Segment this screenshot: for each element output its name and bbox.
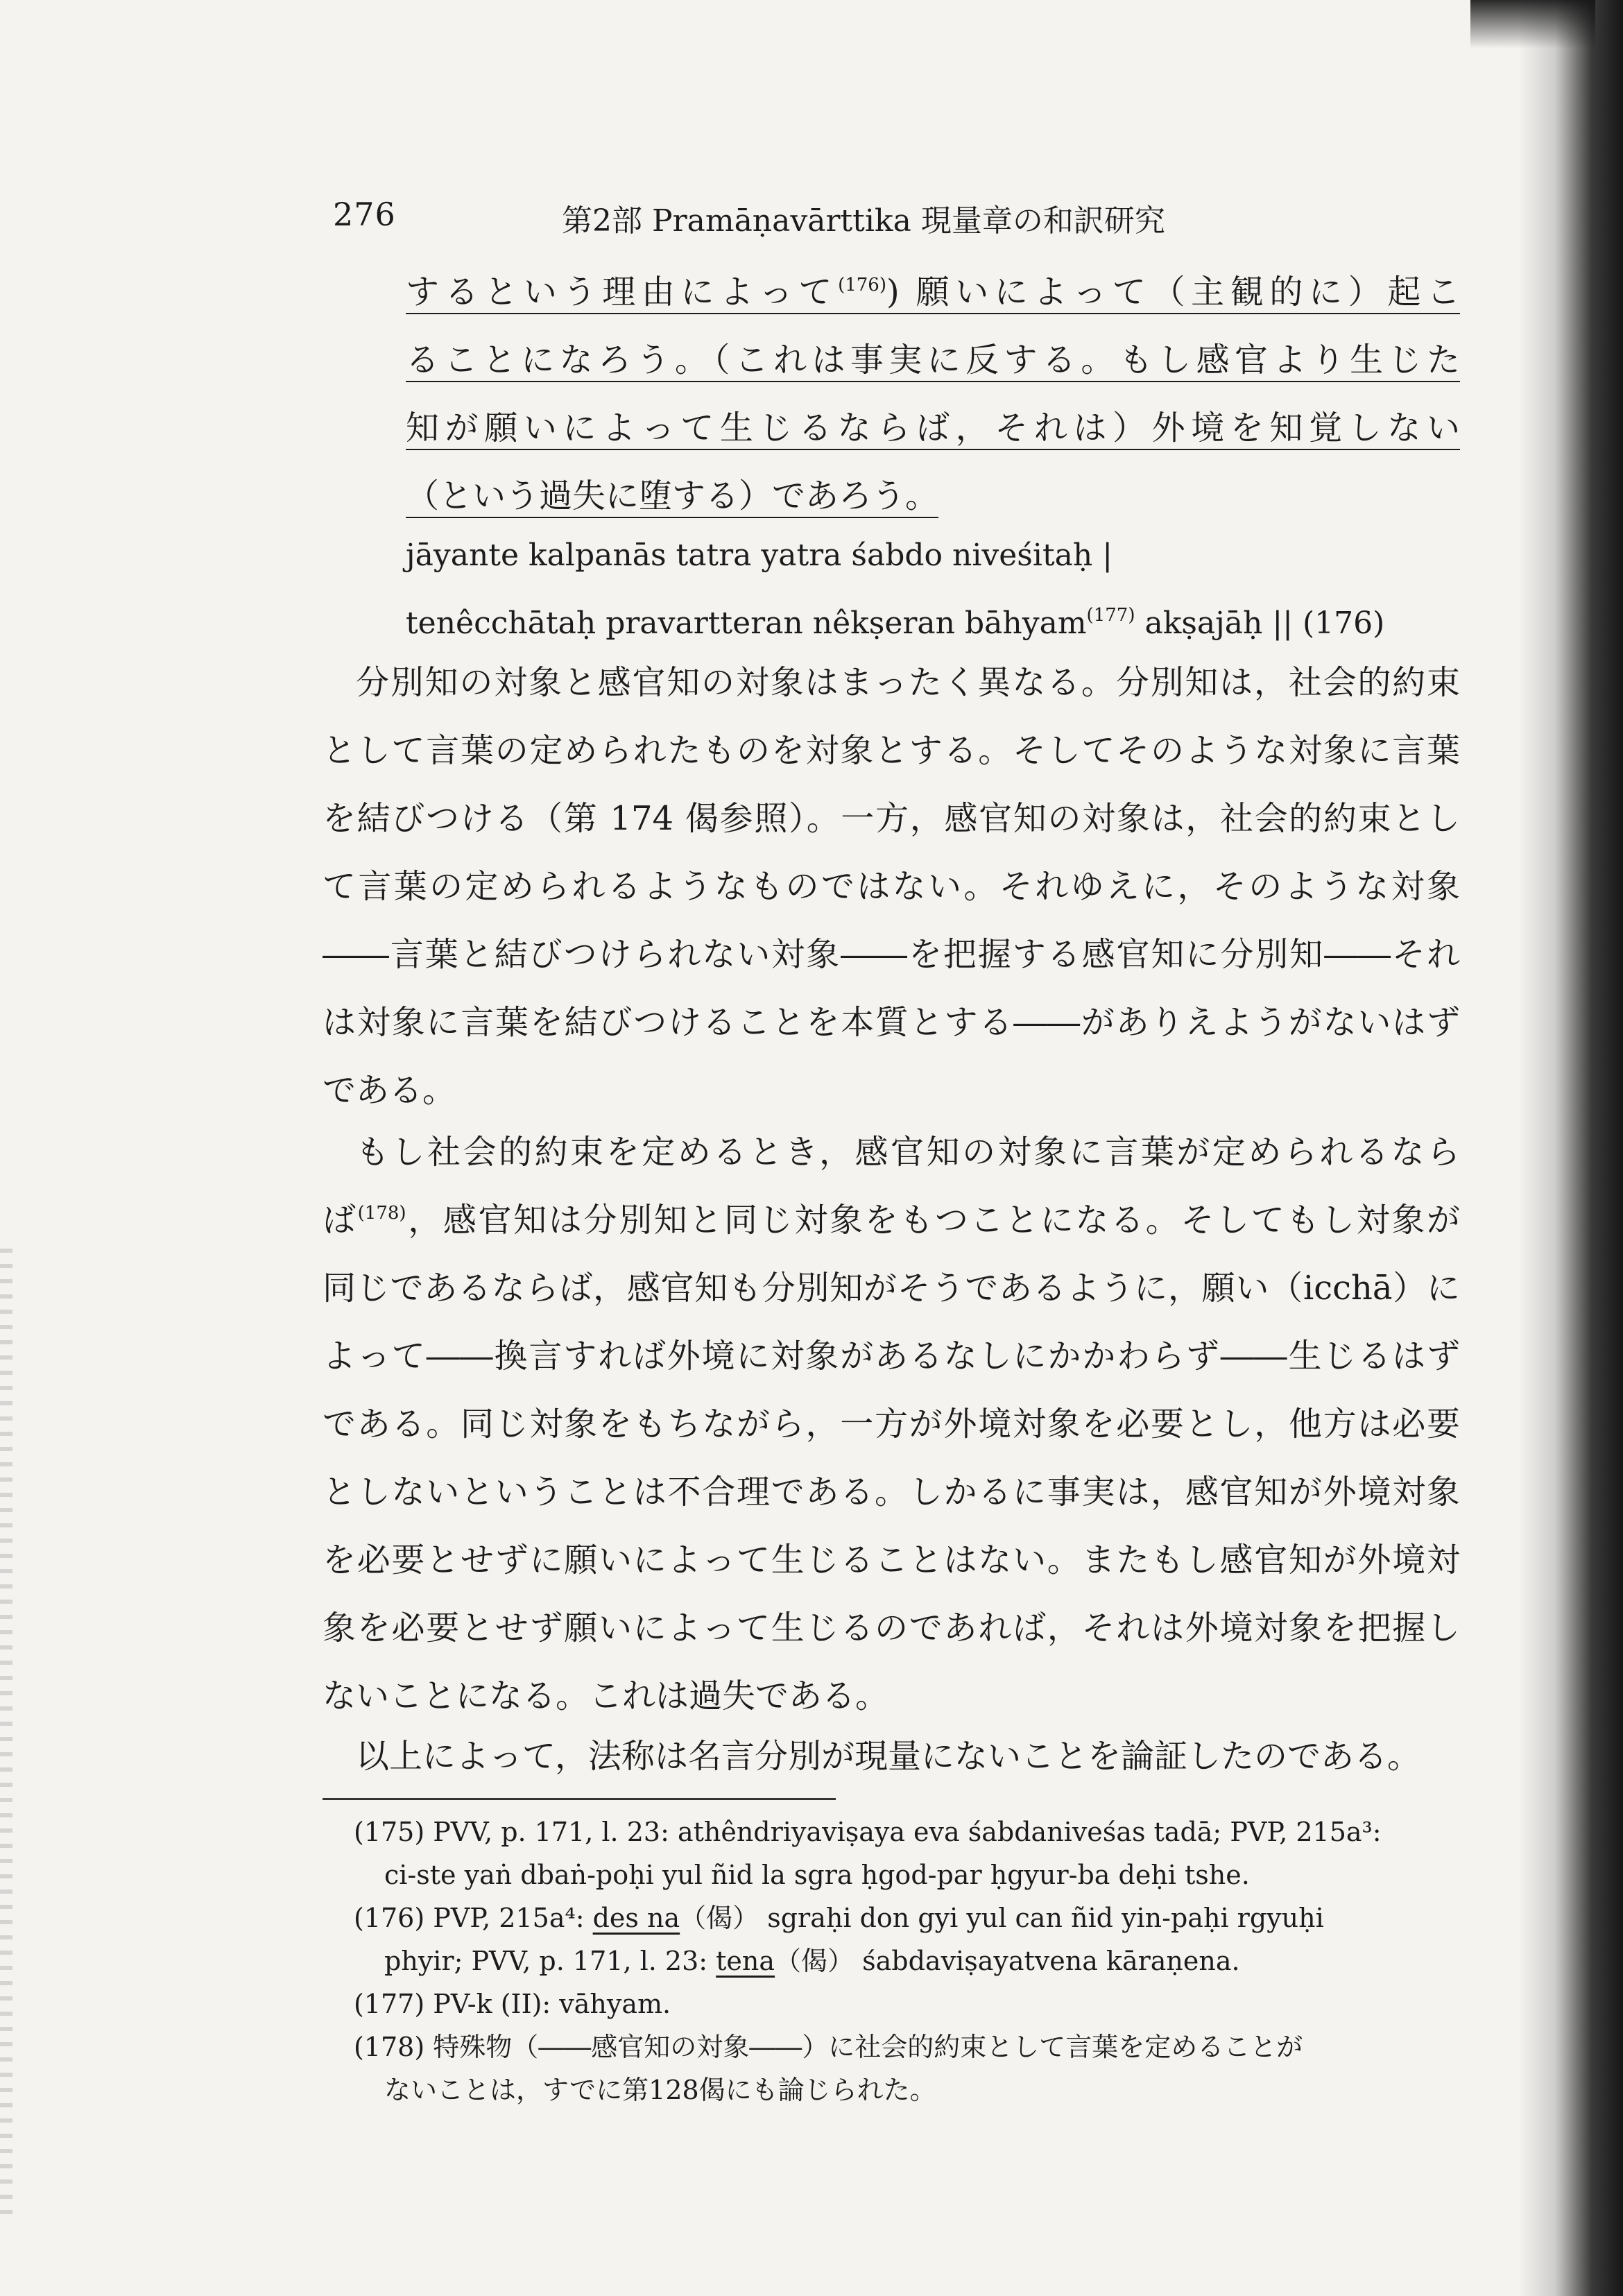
paragraph-line: として言葉の定められたものを対象とする。そしてそのような対象に言葉 [323, 731, 1460, 770]
paragraph-line: は対象に言葉を結びつけることを本質とする――がありえようがないはず [323, 1003, 1460, 1042]
paragraph-line: である。 [323, 1071, 456, 1110]
footnote-ref: (177) [1086, 605, 1135, 626]
footnote-178-cont: ないことは，すでに第128偈にも論じられた。 [384, 2075, 936, 2105]
translation-line: （という過失に堕する）であろう。 [406, 477, 939, 515]
page-header [333, 196, 1457, 244]
footnote-ref: (176) [838, 275, 886, 295]
footnote-175-cont: ci-ste yaṅ dbaṅ-poḥi yul ñid la sgra ḥgod-par ḥgyur-ba deḥi tshe. [384, 1860, 1250, 1890]
footnote-178: (178) 特殊物（――感官知の対象――）に社会的約束として言葉を定めることが [354, 2032, 1303, 2062]
commentary-paragraph-1 [323, 649, 1460, 1124]
scan-margin-noise [0, 1249, 12, 2220]
translation-line: 知が願いによって生じるならば，それは）外境を知覚しない [406, 409, 1460, 447]
footnote-ref: (178) [357, 1203, 406, 1224]
scan-edge-shadow [1519, 0, 1623, 2296]
paragraph-line: もし社会的約束を定めるとき，感官知の対象に言葉が定められるなら [356, 1133, 1460, 1172]
paragraph-line: である。同じ対象をもちながら，一方が外境対象を必要とし，他方は必要 [323, 1405, 1460, 1443]
translation-line: ることになろう。（これは事実に反する。もし感官より生じた [406, 341, 1460, 379]
translation-line: するという理由によって$^{(176)}$) 願いによって（主観的に）起こ [406, 273, 1460, 311]
translation-block [406, 258, 1460, 530]
running-head: 第2部 Pramāṇavārttika 現量章の和訳研究 [562, 203, 1165, 239]
paragraph-line: て言葉の定められるようなものではない。それゆえに，そのような対象 [323, 867, 1460, 906]
paragraph-line: 象を必要とせず願いによって生じるのであれば，それは外境対象を把握し [323, 1609, 1460, 1647]
commentary-paragraph-3 [323, 1722, 1460, 1790]
page-number: 276 [333, 196, 396, 233]
scan-edge-shadow-top [1470, 0, 1595, 49]
paragraph-line: としないということは不合理である。しかるに事実は，感官知が外境対象 [323, 1473, 1460, 1511]
paragraph-line: 以上によって，法称は名言分別が現量にないことを論証したのである。 [356, 1737, 1421, 1776]
paragraph-line: 分別知の対象と感官知の対象はまったく異なる。分別知は，社会的約束 [356, 663, 1460, 702]
footnotes [354, 1810, 1463, 2111]
footnote-rule [323, 1798, 836, 1800]
verse-line-1: jāyante kalpanās tatra yatra śabdo niveśitaḥ | [406, 538, 1113, 573]
paragraph-line: ――言葉と結びつけられない対象――を把握する感官知に分別知――それ [323, 935, 1460, 974]
footnote-175: (175) PVV, p. 171, l. 23: athêndriyaviṣaya eva śabdaniveśas tadā; PVP, 215a³: [354, 1817, 1382, 1847]
sanskrit-verse [406, 522, 1460, 658]
verse-line-2: tenêcchātaḥ pravartteran nêkṣeran bāhyam$^{(177)}$ akṣajāḥ || (176) [406, 605, 1385, 641]
paragraph-line: を必要とせずに願いによって生じることはない。またもし感官知が外境対 [323, 1541, 1460, 1579]
paragraph-line: 同じであるならば，感官知も分別知がそうであるように，願い（icchā）に [323, 1269, 1460, 1308]
commentary-paragraph-2 [323, 1118, 1460, 1730]
footnote-177: (177) PV-k (II): vāhyam. [354, 1989, 671, 2019]
paragraph-line: ないことになる。これは過失である。 [323, 1677, 889, 1715]
paragraph-line: よって――換言すれば外境に対象があるなしにかかわらず――生じるはず [323, 1337, 1460, 1376]
footnote-176-cont: phyir; PVV, p. 171, l. 23: tena（偈） śabdaviṣayatvena kāraṇena. [384, 1946, 1240, 1976]
paragraph-line: を結びつける（第 174 偈参照）。一方，感官知の対象は，社会的約束とし [323, 799, 1460, 838]
paragraph-line: ば$^{(178)}$，感官知は分別知と同じ対象をもつことになる。そしてもし対象が [323, 1201, 1460, 1240]
footnote-176: (176) PVP, 215a⁴: des na（偈） sgraḥi don gyi yul can ñid yin-paḥi rgyuḥi [354, 1903, 1324, 1933]
